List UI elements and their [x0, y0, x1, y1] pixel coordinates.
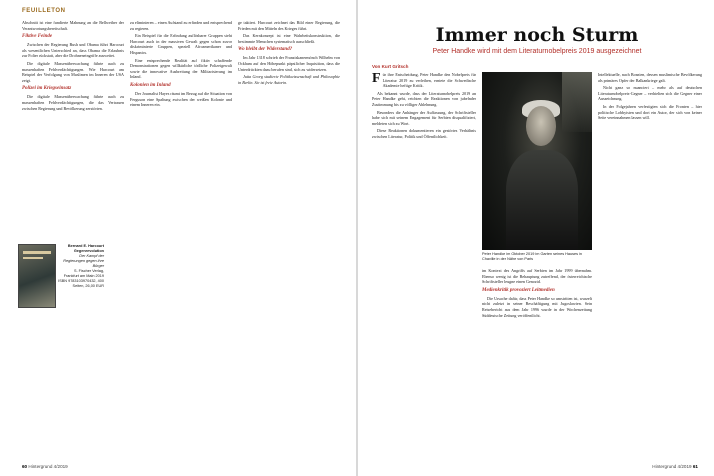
subheading: Medienkritik provoziert Leitmedien [482, 287, 555, 293]
article-byline: Von Kurt Gritsch [372, 64, 409, 69]
paragraph: Ein Beispiel für die Erfindung auflösbarer Gruppen sieht Harcourt auch in der massiven Gewalt gegen schon zuvor diskriminierte Gruppen, speziell Afroamerikaner und Hispanics. [130, 33, 232, 55]
paragraph: Diese Reaktionen dokumentieren ein gestörtes Verhältnis zwischen Literatur, Politik und Öffentlichkeit. [372, 128, 476, 139]
book-cover-image [18, 244, 56, 308]
page-number: 61 [692, 464, 698, 469]
paragraph: Abschnitt ist eine fundierte Mahnung an die Bellwether der Verantwortungsbereitschaft. [22, 20, 124, 31]
drop-cap: F [372, 71, 381, 86]
right-column-1 [372, 72, 476, 142]
article-headline: Immer noch Sturm [435, 24, 639, 46]
lead-paragraph [372, 72, 476, 89]
subheading: Polizei im Kriegseinsatz [22, 86, 72, 92]
left-page [0, 0, 356, 476]
magazine-name: Hintergrund 4/2019 [28, 464, 68, 469]
left-column-1 [22, 20, 124, 113]
paragraph: zu eliminieren – einen Aufstand zu erfinden und entsprechend zu regieren. [130, 20, 232, 31]
paragraph: Die digitale Massenüberwachung führte auch zu massenhaften Fehlverdächtigungen. Wie Harcourt am Beispiel der Verfolgung von Muslimen im Inneren der USA zeigt. [22, 60, 124, 83]
left-column-2 [130, 20, 232, 110]
paragraph: Im Jahr 1318 schrieb der Franziskanermönch Wilhelm von Ockham auf den Höhepunkt päpstlicher Inquisition, dass die Unterdrückten dazu berufen sind, sich zu widersetzen. [238, 55, 340, 72]
paragraph: Eine entsprechende Realität auf fiktiv schaffende Demonstrationen gegen willkürliche tödliche Polizeigewalt sowie die innovative Ausbreitung der Militarisierung im Inland. [130, 57, 232, 80]
paragraph: Der Journalist Hayes räumt im Bezug auf die Situation von Ferguson eine Spaltung zwischen der weißen Kolonie und einem Inneren ein. [130, 90, 232, 108]
paragraph: Die Ursache dafür, dass Peter Handke so umstritten ist, wurzelt nicht zuletzt in seiner Beschäftigung mit Jugoslawien. Sein Reisebericht aus dem Jahr 1996 wurde in der Wochenzeitung Süddeutsche Zeitung veröffentlicht. [482, 295, 592, 318]
paragraph: ge taktiert. Harcourt zeichnet das Bild einer Regierung, die Frieden mit den Mitteln des Krieges führt. [238, 20, 340, 31]
paragraph: Nicht ganz so nuanciert – mehr als auf deutschen Literaturnobelpreis-Gegner – verhielten sich die Gegner einer Auszeichnung. [598, 85, 702, 102]
paragraph: Zwischen der Regierung Bush und Obama führt Harcourt als wesentlichen Unterschied an, dass Obama die Erlaubnis zur Folter rückstatt, aber die Drohneneingriffe ausweitet. [22, 42, 124, 59]
left-footer [22, 464, 68, 469]
book-caption [58, 244, 104, 289]
paragraph: Als bekannt wurde, dass der Literaturnobelpreis 2019 an Peter Handke geht, reichten die Reaktionen von jubelnder Zustimmung bis zu völliger Ablehnung. [372, 90, 476, 107]
paragraph: Besonders die Anhänger der Auffassung, der Schriftsteller habe sich mit seinem Engagement für Serbien disqualifiziert, meldeten sich zu Wort. [372, 109, 476, 126]
book-subtitle: Der Kampf der Regierungen gegen ihre Bürger [63, 254, 104, 268]
paragraph: In der Folgejahren verfestigten sich die Fronten – hier politische Lobbyisten und dort ein Autor, der sich von keiner Seite vereinnahmen lassen will. [598, 103, 702, 121]
magazine-name: Hintergrund 4/2019 [652, 464, 692, 469]
section-tag: FEUILLETON [22, 8, 66, 14]
lead-text: ür ihre Entscheidung, Peter Handke den Nobelpreis für Literatur 2019 zu verleihen, erntete die Schwedische Akademie heftige Kritik. [382, 72, 476, 89]
paragraph: Intellektuelle, nach Bosnien, dessen muslimische Bevölkerung als primäres Opfer der Balkankriege galt. [598, 72, 702, 83]
right-column-3 [598, 72, 702, 123]
handke-portrait-photo [482, 72, 592, 250]
subheading: Kolonien im Inland [130, 82, 171, 88]
left-column-3 [238, 20, 340, 87]
paragraph: Die digitale Massenüberwachung führte auch zu massenhaften Fehlverdächtigungen, die das Vertrauen zwischen Regierung und Bevölkerung zerstörten. [22, 94, 124, 111]
page-number: 60 [22, 464, 28, 469]
right-column-2 [482, 268, 592, 320]
book-author: Bernard E. Harcourt [67, 244, 104, 248]
right-footer [652, 464, 698, 469]
book-publisher: S. Fischer Verlag, Frankfurt am Main 2019 [63, 269, 104, 278]
photo-caption: Peter Handke im Oktober 2019 im Garten seines Hauses in Chaville in der Nähe von Paris [482, 252, 583, 261]
book-title: Gegenrevolution [73, 249, 104, 253]
paragraph: Das Kernkonzept ist eine Wahrheitskonstruktion, die bestimmte Menschen systematisch ausschließt. [238, 33, 340, 44]
paragraph: im Kontext des Angriffs auf Serbien im Jahr 1999 übernahm. Ebenso wenig ist die Behauptung zutreffend, der österreichische Schriftsteller leugne einen Genozid. [482, 268, 592, 285]
author-bio: Jutta Georg studierte Politikwissenschaft und Philosophie in Berlin. Sie ist freie Autorin. [238, 74, 340, 85]
subheading: Fiktive Feinde [22, 34, 53, 40]
book-isbn: ISBN 9783103970432, 400 Seiten, 26,00 EUR [58, 279, 104, 288]
right-page [358, 0, 714, 476]
subheading: Wo bleibt der Widerstand? [238, 47, 293, 53]
article-subline: Peter Handke wird mit dem Literaturnobelpreis 2019 ausgezeichnet [432, 48, 642, 55]
